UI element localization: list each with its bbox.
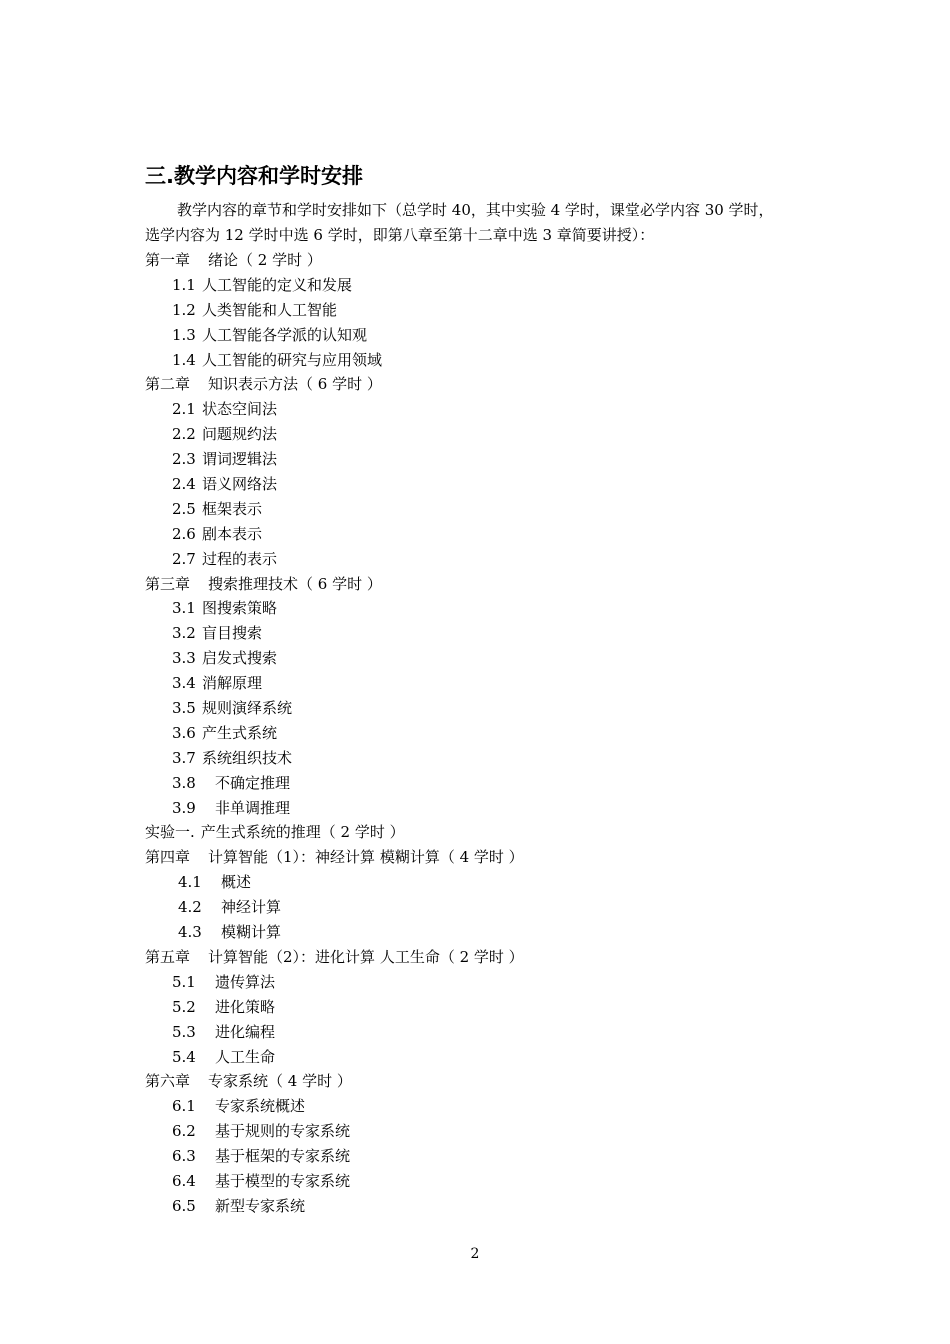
section-item	[145, 721, 825, 746]
section-title: 基于规则的专家系统	[215, 1122, 351, 1141]
section-item	[145, 870, 825, 895]
section-number: 5.3	[172, 1022, 196, 1041]
section-number: 6.1	[172, 1097, 196, 1116]
lab-heading	[145, 820, 825, 845]
section-number: 4.3	[178, 923, 202, 942]
chapter-heading	[145, 945, 825, 970]
section-item	[145, 995, 825, 1020]
chapter-label: 第六章	[145, 1072, 191, 1091]
section-number: 1.3	[172, 325, 196, 344]
chapter-title: 计算智能（2）：进化计算 人工生命（ 2 学时 ）	[208, 947, 524, 966]
section-number: 4.2	[178, 898, 202, 917]
intro-paragraph	[145, 198, 825, 248]
section-item	[145, 596, 825, 621]
section-number: 5.4	[172, 1047, 196, 1066]
section-title: 模糊计算	[221, 923, 282, 942]
section-title: 谓词逻辑法	[202, 450, 278, 469]
chapter-title: 知识表示方法（ 6 学时 ）	[208, 375, 382, 394]
section-number: 5.2	[172, 997, 196, 1016]
section-number: 6.2	[172, 1122, 196, 1141]
section-number: 3.3	[172, 649, 196, 668]
section-item	[145, 646, 825, 671]
section-number: 1.2	[172, 300, 196, 319]
section-number: 3.7	[172, 748, 196, 767]
chapter-heading	[145, 572, 825, 597]
section-title: 神经计算	[221, 898, 282, 917]
section-title: 消解原理	[202, 674, 263, 693]
section-title: 基于框架的专家系统	[215, 1147, 351, 1166]
section-item	[145, 970, 825, 995]
chapter-label: 第四章	[145, 848, 191, 867]
section-item	[145, 497, 825, 522]
section-item	[145, 796, 825, 821]
chapter-title: 绪论（ 2 学时 ）	[208, 251, 322, 269]
section-title: 概述	[221, 873, 252, 892]
section-number: 3.6	[172, 723, 196, 742]
section-title: 人工智能的定义和发展	[202, 275, 353, 294]
section-item	[145, 621, 825, 646]
section-number: 2.3	[172, 450, 196, 469]
section-number: 3.9	[172, 798, 196, 817]
section-number: 3.2	[172, 624, 196, 643]
section-item	[145, 746, 825, 771]
section-item	[145, 771, 825, 796]
section-number: 2.2	[172, 425, 196, 444]
section-number: 6.5	[172, 1196, 196, 1215]
section-title: 产生式系统	[202, 723, 278, 742]
section-item	[145, 1045, 825, 1070]
section-title: 人工智能的研究与应用领域	[202, 350, 383, 369]
chapter-heading	[145, 372, 825, 397]
section-item	[145, 1144, 825, 1169]
section-number: 4.1	[178, 873, 202, 892]
section-number: 2.4	[172, 475, 196, 494]
section-number: 3.4	[172, 674, 196, 693]
section-number: 3.5	[172, 699, 196, 718]
section-item	[145, 696, 825, 721]
section-item	[145, 323, 825, 348]
section-heading: 三.教学内容和学时安排	[145, 164, 363, 188]
section-item	[145, 1194, 825, 1219]
chapter-label: 实验一.	[145, 823, 195, 842]
section-number: 2.1	[172, 400, 196, 419]
section-number: 3.1	[172, 599, 196, 618]
section-title: 状态空间法	[202, 400, 278, 419]
section-title: 进化策略	[215, 997, 276, 1016]
section-number: 1.1	[172, 275, 196, 294]
chapter-heading	[145, 1069, 825, 1094]
chapter-label: 第五章	[145, 947, 191, 966]
page-number: 2	[470, 1246, 480, 1262]
section-number: 2.6	[172, 524, 196, 543]
section-item	[145, 397, 825, 422]
section-title: 盲目搜索	[202, 624, 263, 643]
section-title: 人类智能和人工智能	[202, 300, 338, 319]
section-title: 遗传算法	[215, 972, 276, 991]
section-number: 2.5	[172, 499, 196, 518]
section-item	[145, 522, 825, 547]
section-title: 规则演绎系统	[202, 699, 293, 718]
section-number: 3.8	[172, 773, 196, 792]
chapter-title: 搜索推理技术（ 6 学时 ）	[208, 574, 382, 593]
section-number: 1.4	[172, 350, 196, 369]
chapter-heading	[145, 248, 825, 273]
section-number: 2.7	[172, 549, 196, 568]
section-title: 语义网络法	[202, 475, 278, 494]
section-number: 6.3	[172, 1147, 196, 1166]
chapter-title: 产生式系统的推理（ 2 学时 ）	[200, 823, 405, 842]
section-item	[145, 1094, 825, 1119]
section-title: 基于模型的专家系统	[215, 1171, 351, 1190]
chapter-label: 第三章	[145, 574, 191, 593]
section-title: 专家系统概述	[215, 1097, 306, 1116]
section-item	[145, 920, 825, 945]
section-number: 5.1	[172, 972, 196, 991]
chapter-label: 第二章	[145, 375, 191, 394]
section-item	[145, 298, 825, 323]
section-title: 人工智能各学派的认知观	[202, 325, 368, 344]
section-item	[145, 472, 825, 497]
section-title: 非单调推理	[215, 798, 291, 817]
chapter-heading	[145, 845, 825, 870]
chapter-outline	[145, 248, 825, 1219]
section-item	[145, 895, 825, 920]
section-item	[145, 422, 825, 447]
intro-line-1: 教学内容的章节和学时安排如下（总学时 40，其中实验 4 学时，课堂必学内容 30 学时，	[177, 201, 774, 219]
section-title: 系统组织技术	[202, 748, 293, 767]
section-item	[145, 1119, 825, 1144]
section-number: 6.4	[172, 1171, 196, 1190]
section-item	[145, 1020, 825, 1045]
section-title: 启发式搜索	[202, 649, 278, 668]
section-title: 新型专家系统	[215, 1196, 306, 1215]
section-item	[145, 547, 825, 572]
chapter-title: 计算智能（1）：神经计算 模糊计算（ 4 学时 ）	[208, 848, 524, 867]
chapter-label: 第一章	[145, 251, 191, 269]
section-title: 人工生命	[215, 1047, 276, 1066]
section-title: 过程的表示	[202, 549, 278, 568]
section-item	[145, 447, 825, 472]
section-item	[145, 1169, 825, 1194]
section-title: 框架表示	[202, 499, 263, 518]
section-title: 图搜索策略	[202, 599, 278, 618]
section-item	[145, 348, 825, 373]
section-title: 不确定推理	[215, 773, 291, 792]
chapter-title: 专家系统（ 4 学时 ）	[208, 1072, 352, 1091]
intro-line-2: 选学内容为 12 学时中选 6 学时，即第八章至第十二章中选 3 章简要讲授）：	[145, 226, 655, 244]
section-item	[145, 671, 825, 696]
section-title: 问题规约法	[202, 425, 278, 444]
section-title: 进化编程	[215, 1022, 276, 1041]
section-title: 剧本表示	[202, 524, 263, 543]
section-item	[145, 273, 825, 298]
